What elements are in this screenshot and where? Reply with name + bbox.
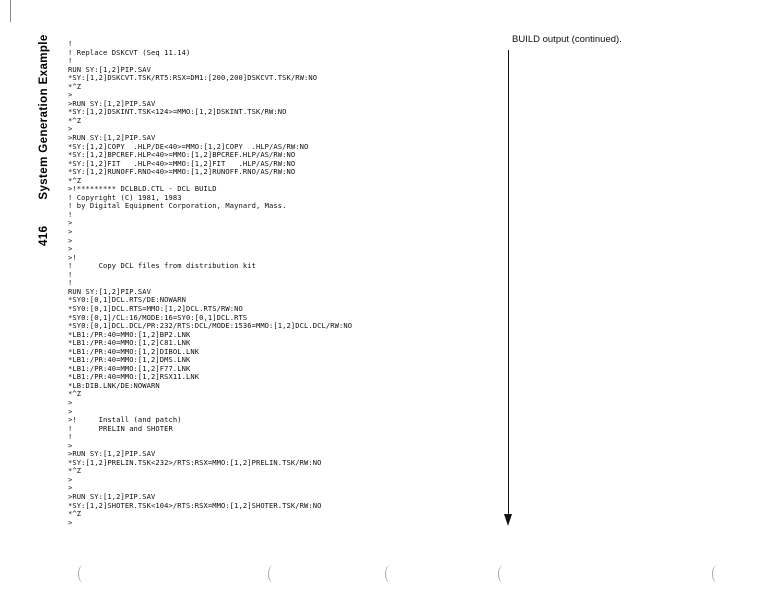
listing-line: *LB1:/PR:40=MMO:[1,2]DIBOL.LNK bbox=[68, 346, 200, 356]
listing-line: >! Install (and patch) bbox=[68, 415, 182, 425]
listing-line: *LB1:/PR:40=MMO:[1,2]DMS.LNK bbox=[68, 355, 191, 365]
running-head-title: System Generation Example bbox=[38, 34, 50, 200]
listing-line: *^Z bbox=[68, 175, 82, 185]
listing-line: *SY:[1,2]COPY .HLP/DE<40>=MMO:[1,2]COPY .HLP/AS/RW:NO bbox=[68, 141, 309, 151]
listing-line: *SY:[1,2]RUNOFF.RNO<40>=MMO:[1,2]RUNOFF.RNO/AS/RW:NO bbox=[68, 167, 296, 177]
terminal-listing bbox=[68, 40, 498, 527]
listing-line: > bbox=[68, 517, 77, 527]
listing-line: > bbox=[68, 244, 77, 254]
listing-line: *^Z bbox=[68, 115, 82, 125]
registration-mark bbox=[712, 565, 725, 583]
listing-line: *SY:[1,2]DSKINT.TSK<124>=MMO:[1,2]DSKINT.TSK/RW:NO bbox=[68, 107, 287, 117]
listing-line: *SY:[1,2]BPCREF.HLP<40>=MMO:[1,2]BPCREF.HLP/AS/RW:NO bbox=[68, 150, 296, 160]
registration-mark bbox=[268, 565, 281, 583]
listing-line: ! by Digital Equipment Corporation, Maynard, Mass. bbox=[68, 201, 287, 211]
listing-line: *LB:DIB.LNK/DE:NOWARN bbox=[68, 380, 160, 390]
listing-line: *LB1:/PR:40=MMO:[1,2]F77.LNK bbox=[68, 363, 191, 373]
listing-line: > bbox=[68, 235, 77, 245]
registration-mark bbox=[78, 565, 91, 583]
listing-line: *^Z bbox=[68, 509, 82, 519]
listing-line: *SY0:[0,1]DCL.RTS=MMO:[1,2]DCL.RTS/RW:NO bbox=[68, 303, 243, 313]
listing-line: ! bbox=[68, 39, 73, 48]
crop-mark-top-left bbox=[10, 0, 11, 22]
listing-line: > bbox=[68, 227, 77, 237]
listing-line: *LB1:/PR:40=MMO:[1,2]C81.LNK bbox=[68, 338, 191, 348]
annotation-label: BUILD output (continued). bbox=[512, 34, 622, 45]
listing-line: >!********* DCLBLD.CTL - DCL BUILD bbox=[68, 184, 217, 194]
listing-line: ! Replace DSKCVT (Seq 11.14) bbox=[68, 47, 191, 57]
listing-line: ! PRELIN and SHOTER bbox=[68, 423, 173, 433]
listing-line: *^Z bbox=[68, 389, 82, 399]
listing-line: > bbox=[68, 90, 77, 100]
listing-line: > bbox=[68, 124, 77, 134]
registration-mark bbox=[385, 565, 398, 583]
listing-line: > bbox=[68, 406, 77, 416]
listing-line: > bbox=[68, 474, 77, 484]
listing-line: *LB1:/PR:40=MMO:[1,2]RSX11.LNK bbox=[68, 372, 200, 382]
page-running-head bbox=[38, 6, 50, 246]
listing-line: RUN SY:[1,2]PIP.SAV bbox=[68, 64, 152, 74]
listing-line: RUN SY:[1,2]PIP.SAV bbox=[68, 286, 152, 296]
listing-line: > bbox=[68, 218, 77, 228]
listing-line: ! bbox=[68, 269, 73, 279]
listing-line: > bbox=[68, 440, 77, 450]
listing-line: ! Copy DCL files from distribution kit bbox=[68, 261, 256, 271]
page-number: 416 bbox=[38, 225, 50, 246]
listing-line: >! bbox=[68, 252, 77, 262]
arrow-shaft bbox=[508, 50, 509, 518]
listing-line: *^Z bbox=[68, 81, 82, 91]
listing-line: >RUN SY:[1,2]PIP.SAV bbox=[68, 133, 156, 143]
listing-line: *SY0:[0,1]/CL:16/MODE:16=SY0:[0,1]DCL.RTS bbox=[68, 312, 248, 322]
listing-line: *LB1:/PR:40=MMO:[1,2]BP2.LNK bbox=[68, 329, 191, 339]
listing-line: ! bbox=[68, 209, 73, 219]
listing-line: ! bbox=[68, 278, 73, 288]
listing-line: *SY:[1,2]DSKCVT.TSK/RT5:RSX=DM1:[200,200]DSKCVT.TSK/RW:NO bbox=[68, 73, 318, 83]
listing-line: *SY:[1,2]SHOTER.TSK<104>/RTS:RSX=MMO:[1,2]SHOTER.TSK/RW:NO bbox=[68, 500, 322, 510]
arrow-head-icon bbox=[504, 514, 512, 526]
listing-line: > bbox=[68, 483, 77, 493]
listing-line: >RUN SY:[1,2]PIP.SAV bbox=[68, 98, 156, 108]
listing-line: *^Z bbox=[68, 466, 82, 476]
listing-line: ! bbox=[68, 432, 73, 442]
listing-line: ! Copyright (C) 1981, 1983 bbox=[68, 192, 182, 202]
listing-line: >RUN SY:[1,2]PIP.SAV bbox=[68, 491, 156, 501]
listing-line: *SY:[1,2]FIT .HLP<40>=MMO:[1,2]FIT .HLP/AS/RW:NO bbox=[68, 158, 296, 168]
listing-line: >RUN SY:[1,2]PIP.SAV bbox=[68, 449, 156, 459]
listing-line: ! bbox=[68, 56, 73, 66]
listing-line: *SY0:[0,1]DCL.RTS/DE:NOWARN bbox=[68, 295, 187, 305]
registration-mark bbox=[498, 565, 511, 583]
listing-line: > bbox=[68, 397, 77, 407]
listing-line: *SY0:[0,1]DCL.DCL/PR:232/RTS:DCL/MODE:1536=MMO:[1,2]DCL.DCL/RW:NO bbox=[68, 321, 353, 331]
annotation-arrow bbox=[502, 50, 516, 528]
listing-line: *SY:[1,2]PRELIN.TSK<232>/RTS:RSX=MMO:[1,2]PRELIN.TSK/RW:NO bbox=[68, 457, 322, 467]
